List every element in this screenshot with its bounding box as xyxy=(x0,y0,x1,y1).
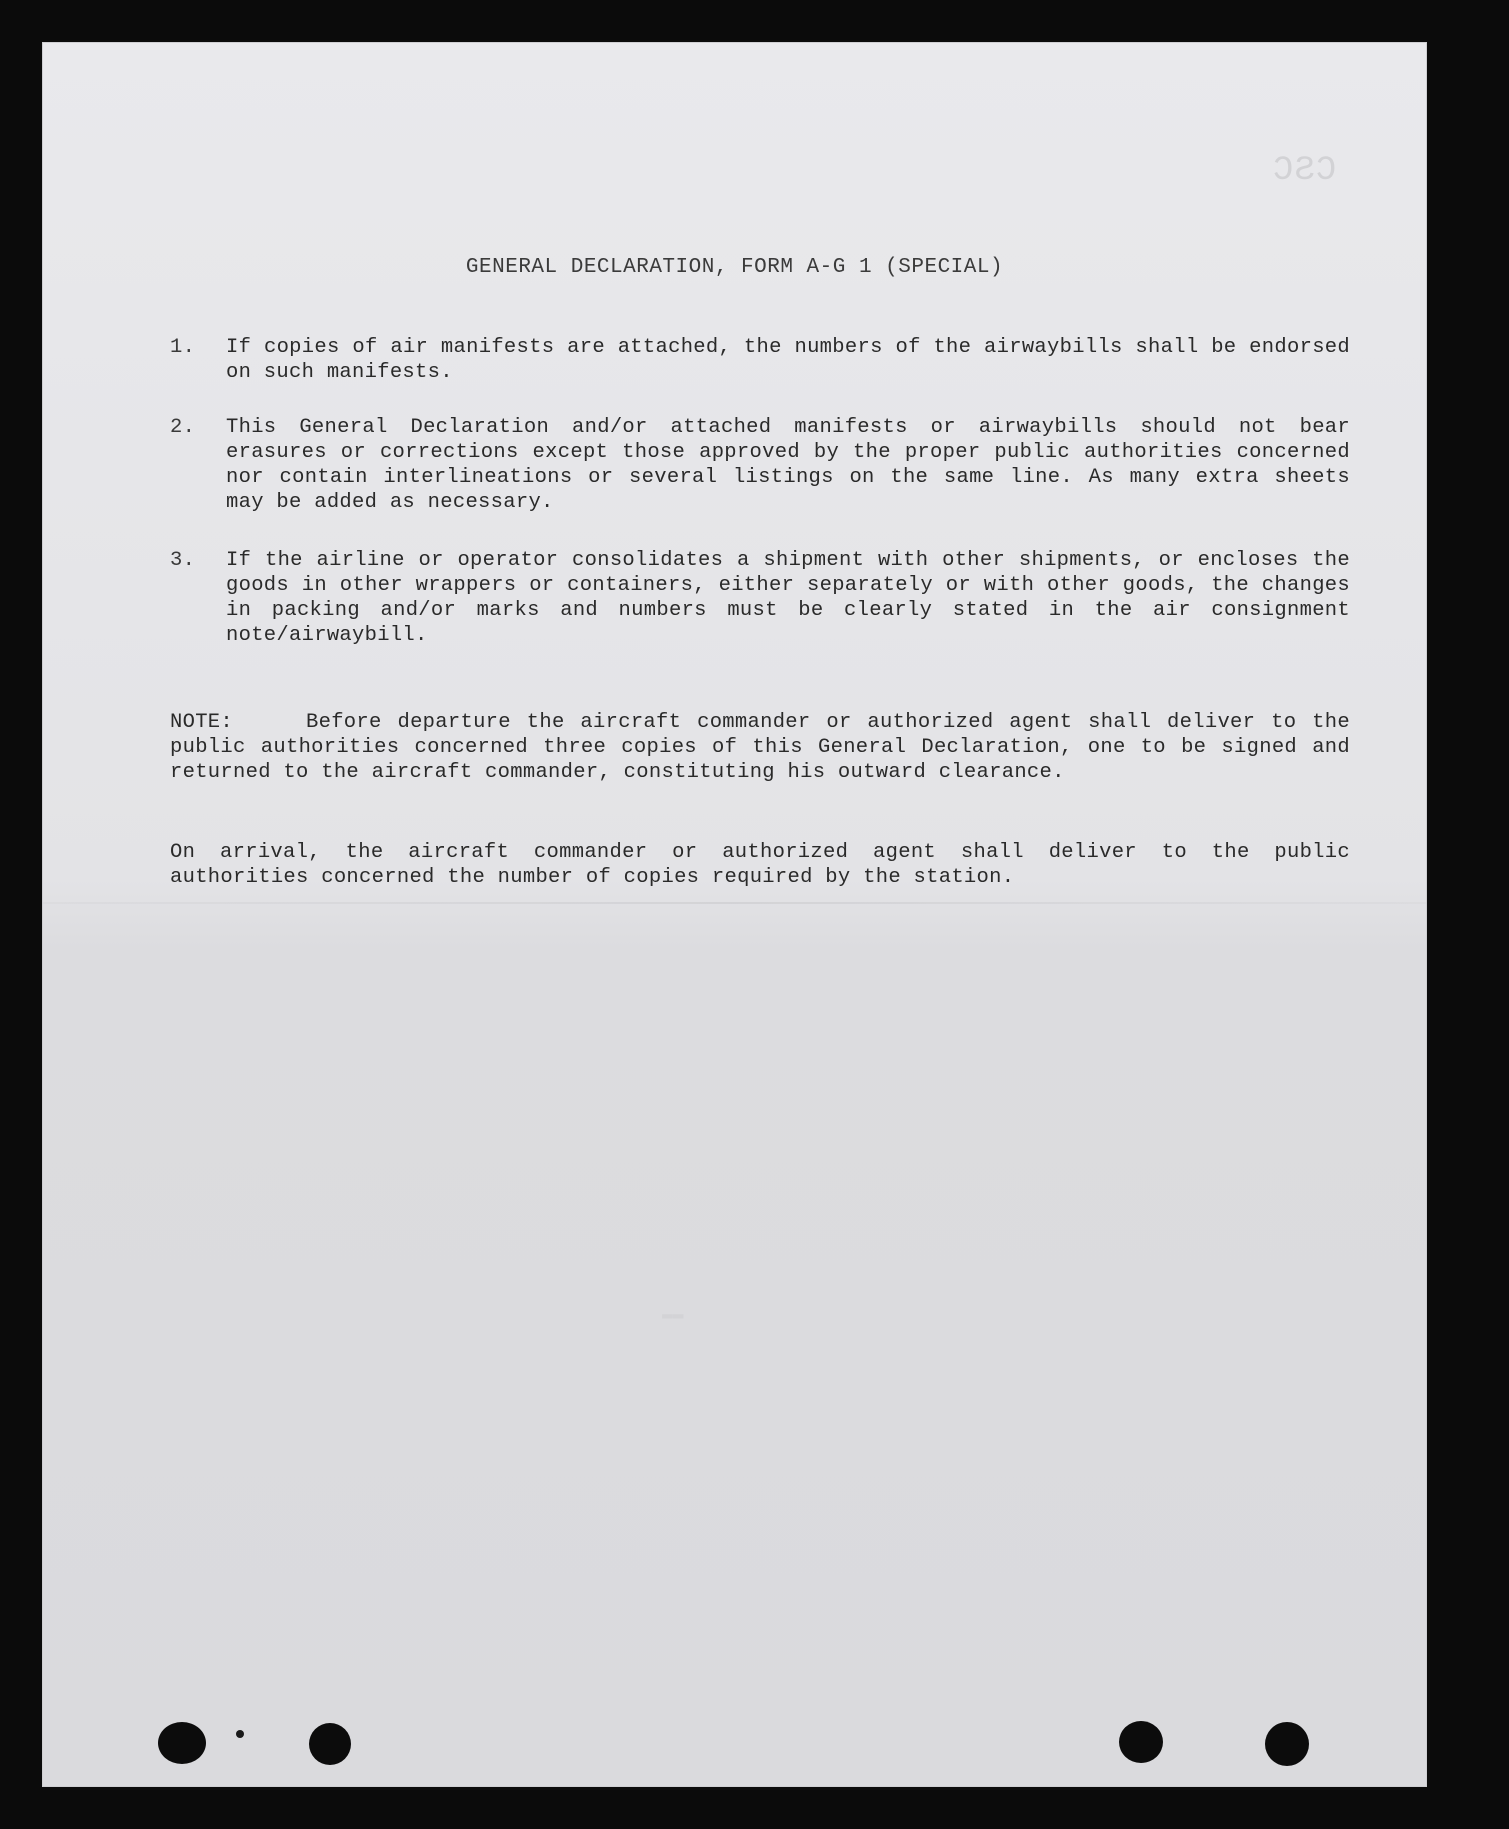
note-paragraph xyxy=(170,710,1350,785)
page-mark: CSC xyxy=(1272,152,1337,190)
item-number: 2. xyxy=(170,416,196,439)
arrival-text: On arrival, the aircraft commander or authorized agent shall deliver to the public authorities concerned the number of copies required by the station. xyxy=(170,841,1350,889)
list-item-1 xyxy=(170,335,1350,385)
item-text: If the airline or operator consolidates a shipment with other shipments, or encloses the goods in other wrappers or containers, either separately or with other goods, the changes in packing and/or marks and numbers must be clearly stated in the air consignment note/airwaybill. xyxy=(226,549,1350,647)
punch-hole xyxy=(1265,1722,1309,1766)
note-label: NOTE: xyxy=(170,711,234,734)
document-title: GENERAL DECLARATION, FORM A-G 1 (SPECIAL) xyxy=(465,256,1004,279)
item-text: If copies of air manifests are attached, the numbers of the airwaybills shall be endorsed on such manifests. xyxy=(226,336,1350,384)
arrival-paragraph xyxy=(170,840,1350,890)
item-number: 3. xyxy=(170,549,196,572)
show-through-mark: ▬▬ xyxy=(662,1305,684,1325)
punch-hole xyxy=(158,1722,206,1764)
list-item-3 xyxy=(170,548,1350,648)
item-number: 1. xyxy=(170,336,196,359)
note-text: Before departure the aircraft commander or authorized agent shall deliver to the public authorities concerned three copies of this General Declaration, one to be signed and returned to the aircraft commander, constituting his outward clearance. xyxy=(170,711,1350,784)
punch-hole xyxy=(1119,1721,1163,1763)
item-text: This General Declaration and/or attached manifests or airwaybills should not bear erasures or corrections except those approved by the proper public authorities concerned nor contain interlineations or several listings on the same line. As many extra sheets may be added as necessary. xyxy=(226,416,1350,514)
list-item-2 xyxy=(170,415,1350,515)
fold-line xyxy=(42,902,1427,904)
ink-speck xyxy=(236,1730,244,1738)
punch-hole xyxy=(309,1723,351,1765)
paper-page xyxy=(42,42,1427,1787)
